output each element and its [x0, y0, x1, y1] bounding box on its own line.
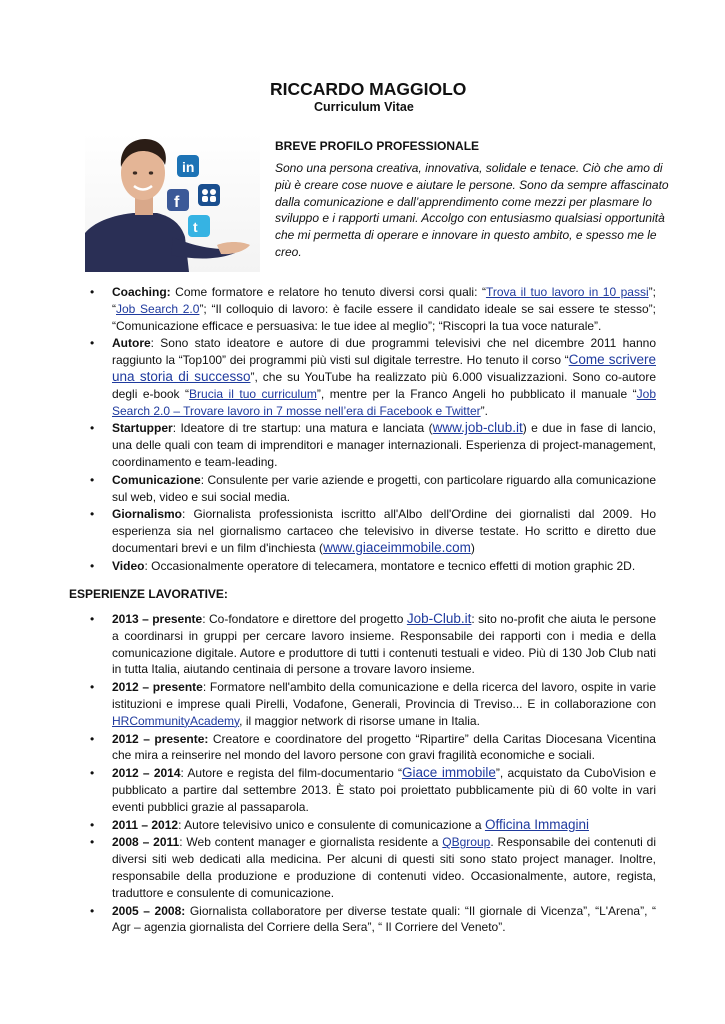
course-link[interactable]: Trova il tuo lavoro in 10 passi: [485, 285, 649, 299]
list-item: • 2012 – presente: Creatore e coordinatore del progetto “Ripartire” della Caritas Diocesana Vicentina che mira a reinserire nel mondo del lavoro persone con gravi fragilità economiche e sociali.: [112, 731, 656, 765]
film-link[interactable]: Giace immobile: [401, 765, 496, 781]
skills-list: [112, 284, 656, 575]
list-item: • 2012 – presente: Formatore nell'ambito della comunicazione e della ricerca del lavoro, ospite in varie istituzioni e imprese quali Pirelli, Vodafone, Generali, Provincia di Treviso... E in collaborazione con HRCommunityAcademy, il maggior network di risorse umane in Italia.: [112, 679, 656, 729]
list-item: • 2008 – 2011: Web content manager e giornalista residente a QBgroup. Responsabile dei contenuti di diversi siti web dedicati alla medicina. Per alcuni di questi siti sono stato project manager. Inoltre, responsabile della produzione e produzione di contenuti video. Occasionalmente, autore, regista, traduttore e consulente di comunicazione.: [112, 834, 656, 901]
page-subtitle: Curriculum Vitae: [314, 100, 414, 114]
list-item: • Startupper: Ideatore di tre startup: una matura e lanciata (www.job-club.it) e due in fase di lancio, una delle quali con team di imprenditori e manager internazionali. Esperienza di project-management, coordinamento e team-leading.: [112, 420, 656, 470]
book-link[interactable]: Job Search 2.0 – Trovare lavoro in 7 mosse nell’era di Facebook e Twitter: [112, 386, 656, 418]
list-item: • 2012 – 2014: Autore e regista del film-documentario “Giace immobile”, acquistato da CuboVision e pubblicato a partire dal settembre 2013. È stato poi proiettato pubblicamente più di 60 volte in vari eventi pubblici grazie al passaparola.: [112, 765, 656, 815]
item-label: 2012 – presente: [112, 680, 203, 695]
item-label: 2012 – presente:: [112, 731, 209, 746]
twitter-icon: [188, 215, 210, 237]
item-label: 2008 – 2011: [112, 835, 180, 850]
profile-text: Sono una persona creativa, innovativa, solidale e tenace. Ciò che amo di più è creare cose nuove e aiutare le persone. Sono da sempre affascinato dalla comunicazione e dall’apprendimento come mezzi per plasmare lo sviluppo e i rapporti umani. Accolgo con entusiasmo qualsiasi opportunità che mi permetta di operare e innovare in questo ambito, e spesso me le creo.: [275, 161, 669, 259]
ebook-link[interactable]: Brucia il tuo curriculum: [189, 386, 317, 401]
list-item: • Autore: Sono stato ideatore e autore di due programmi televisivi che nel dicembre 2011 hanno raggiunto la “Top100” dei programmi più visti sul digitale terrestre. Ho tenuto il corso “Come scrivere una storia di successo”, che su YouTube ha realizzato più 6.000 visualizzazioni. Sono co-autore degli e-book “Brucia il tuo curriculum”, mentre per la Franco Angeli ho pubblicato il manuale “Job Search 2.0 – Trovare lavoro in 7 mosse nell’era di Facebook e Twitter”.: [112, 335, 656, 419]
item-label: Startupper: [112, 421, 173, 436]
svg-text:f: f: [174, 194, 180, 211]
item-label: 2013 – presente: [112, 612, 203, 626]
profile-photo: [85, 133, 260, 272]
partner-link[interactable]: HRCommunityAcademy: [112, 713, 240, 728]
item-label: 2012 – 2014: [112, 766, 181, 781]
facebook-icon: [167, 189, 189, 211]
page-title: RICCARDO MAGGIOLO: [270, 79, 467, 99]
item-label: Video: [112, 558, 145, 573]
list-item: • 2005 – 2008: Giornalista collaboratore per diverse testate quali: “Il giornale di Vicenza”, “L'Arena”, “ Agr – agenzia giornalista del Corriere della Sera”, “ Il Corriere del Veneto”.: [112, 903, 656, 937]
item-label: Comunicazione: [112, 472, 201, 487]
company-link[interactable]: QBgroup: [442, 835, 491, 850]
myspace-icon: [198, 184, 220, 206]
list-item: • Coaching: Come formatore e relatore ho tenuto diversi corsi quali: “Trova il tuo lavoro in 10 passi”; “Job Search 2.0”; “Il colloquio di lavoro: è facile essere il candidato ideale se sai essere te stesso”; “Comunicazione efficace e persuasiva: le tue idee al meglio”; “Riscopri la tua voce naturale”.: [112, 284, 656, 334]
item-label: Coaching:: [112, 285, 171, 299]
experience-list: [112, 611, 656, 936]
svg-text:in: in: [182, 159, 195, 175]
website-link[interactable]: www.job-club.it: [432, 420, 523, 436]
linkedin-icon: [177, 155, 199, 177]
item-label: 2005 – 2008:: [112, 903, 186, 918]
list-item: • Comunicazione: Consulente per varie aziende e progetti, con particolare riguardo alla comunicazione sul web, video e sui social media.: [112, 472, 656, 506]
list-item: • 2013 – presente: Co-fondatore e direttore del progetto Job-Club.it: sito no-profit che aiuta le persone a coordinarsi in gruppi per cercare lavoro insieme. Responsabile dei rapporti con i media e della comunicazione digitale. Autore e produttore di tutti i contenuti testuali e video. Più di 130 Job Club nati in tutta Italia, aiutando centinaia di persone a trovare lavoro insieme.: [112, 611, 656, 678]
list-item: • 2011 – 2012: Autore televisivo unico e consulente di comunicazione a Officina Immagini: [112, 817, 656, 834]
svg-text:t: t: [193, 219, 198, 235]
experience-heading: ESPERIENZE LAVORATIVE:: [69, 587, 228, 601]
website-link[interactable]: www.giaceimmobile.com: [323, 539, 471, 555]
company-link[interactable]: Officina Immagini: [484, 816, 589, 832]
item-label: 2011 – 2012: [112, 817, 179, 832]
item-label: Giornalismo: [112, 507, 183, 522]
item-label: Autore: [112, 336, 151, 351]
course-link[interactable]: Come scrivere una storia di successo: [112, 352, 656, 384]
list-item: • Video: Occasionalmente operatore di telecamera, montatore e tecnico effetti di motion graphic 2D.: [112, 558, 656, 575]
profile-heading: BREVE PROFILO PROFESSIONALE: [275, 139, 480, 153]
list-item: • Giornalismo: Giornalista professionista iscritto all'Albo dell'Ordine dei giornalisti dal 2009. Ho esperienza sia nel giornalismo cartaceo che televisivo in diverse testate. Ho scritto e diretto due documentari brevi e un film d'inchiesta (www.giaceimmobile.com): [112, 506, 656, 556]
project-link[interactable]: Job-Club.it: [406, 611, 472, 626]
course-link[interactable]: Job Search 2.0: [116, 301, 200, 316]
